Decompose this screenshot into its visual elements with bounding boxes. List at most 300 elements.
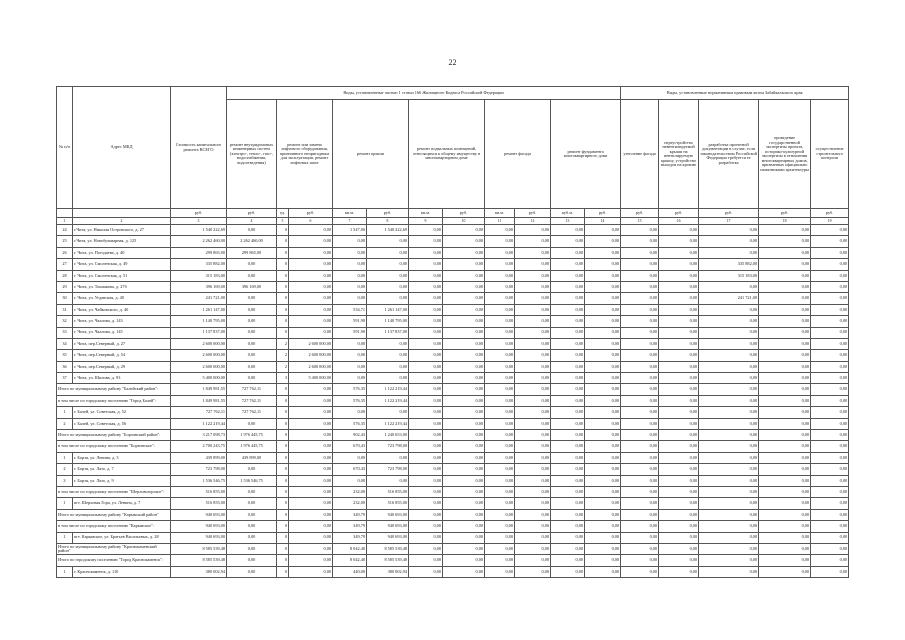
row-value: 0,00 bbox=[621, 521, 659, 532]
row-value: 0,00 bbox=[367, 259, 409, 270]
row-value: 439 899,00 bbox=[227, 452, 277, 463]
row-value: 0,00 bbox=[699, 384, 759, 395]
row-index: 32 bbox=[57, 316, 73, 327]
row-index: 37 bbox=[57, 373, 73, 384]
row-value: 3 bbox=[277, 373, 289, 384]
unit-cell: руб. bbox=[811, 209, 849, 218]
row-value: 727 762,11 bbox=[227, 395, 277, 406]
row-value: 0,00 bbox=[659, 316, 699, 327]
row-value: 0,00 bbox=[811, 316, 849, 327]
row-value: 380 002,94 bbox=[171, 566, 227, 577]
row-value: 1 849 981,55 bbox=[171, 384, 227, 395]
row-index: 25 bbox=[57, 236, 73, 247]
row-value: 0,00 bbox=[551, 247, 585, 258]
row-value: 0 bbox=[277, 281, 289, 292]
row-address: пгт. Шерловая Гора, ул. Ленина, д. 7 bbox=[73, 498, 171, 509]
row-value: 0,00 bbox=[515, 316, 551, 327]
row-value: 0,00 bbox=[289, 395, 333, 406]
row-value: 0,00 bbox=[811, 236, 849, 247]
row-value: 0,00 bbox=[227, 293, 277, 304]
row-value: 0,00 bbox=[551, 373, 585, 384]
row-index: 2 bbox=[57, 418, 73, 429]
row-value: 0,00 bbox=[811, 361, 849, 372]
row-value: 0,00 bbox=[551, 407, 585, 418]
row-value: 2 600 000,00 bbox=[171, 361, 227, 372]
row-value: 0,00 bbox=[515, 350, 551, 361]
row-value: 0,00 bbox=[485, 452, 515, 463]
col-number: 16 bbox=[659, 218, 699, 225]
row-index: 35 bbox=[57, 350, 73, 361]
row-address: г. Балей, ул. Советская, д. 52 bbox=[73, 407, 171, 418]
row-value: 2 262 460,00 bbox=[171, 236, 227, 247]
row-value: 0,00 bbox=[699, 327, 759, 338]
row-value: 2 bbox=[277, 350, 289, 361]
col-header-facade: ремонт фасада bbox=[485, 100, 551, 209]
row-value: 0,00 bbox=[621, 430, 659, 441]
row-value: 0,00 bbox=[585, 293, 621, 304]
row-value: 0,00 bbox=[659, 236, 699, 247]
row-address: г. Чита, ул. Токмакова, д. 27б bbox=[73, 281, 171, 292]
row-value: 0,00 bbox=[409, 543, 443, 554]
row-value: 5 400 000,00 bbox=[171, 373, 227, 384]
row-value: 0,00 bbox=[443, 384, 485, 395]
row-value: 0,00 bbox=[551, 430, 585, 441]
row-value: 723 798,00 bbox=[367, 464, 409, 475]
row-value: 0 bbox=[277, 521, 289, 532]
row-value: 0,00 bbox=[367, 361, 409, 372]
row-value: 0,00 bbox=[759, 281, 811, 292]
row-value: 0,00 bbox=[585, 543, 621, 554]
row-value: 0 bbox=[277, 236, 289, 247]
row-value: 0,00 bbox=[621, 270, 659, 281]
row-value: 0,00 bbox=[621, 225, 659, 236]
row-value: 0,00 bbox=[811, 475, 849, 486]
row-value: 232,00 bbox=[333, 498, 367, 509]
col-header-construction-control: осуществление строительного контроля bbox=[811, 100, 849, 209]
row-value: 8 585 539,48 bbox=[171, 555, 227, 566]
row-value: 0,00 bbox=[811, 395, 849, 406]
row-index: 29 bbox=[57, 281, 73, 292]
row-address: г. Чита, ул. Шилова, д. 93 bbox=[73, 373, 171, 384]
row-value: 0,00 bbox=[485, 441, 515, 452]
row-value: 0,00 bbox=[621, 350, 659, 361]
row-value: 0,00 bbox=[227, 304, 277, 315]
row-index: 2 bbox=[57, 464, 73, 475]
row-value: 0,00 bbox=[621, 316, 659, 327]
table-row bbox=[57, 281, 849, 292]
row-value: 241 721,00 bbox=[699, 293, 759, 304]
row-value: 0,00 bbox=[515, 281, 551, 292]
row-value: 0,00 bbox=[759, 270, 811, 281]
col-number: 9 bbox=[409, 218, 443, 225]
row-index: 26 bbox=[57, 247, 73, 258]
row-value: 0,00 bbox=[409, 247, 443, 258]
row-value: 0,00 bbox=[485, 384, 515, 395]
row-value: 0,00 bbox=[227, 543, 277, 554]
row-value: 0,00 bbox=[659, 464, 699, 475]
row-value: 516 855,00 bbox=[171, 498, 227, 509]
unit-cell: руб. bbox=[699, 209, 759, 218]
row-value: 0,00 bbox=[699, 373, 759, 384]
row-value: 396 169,00 bbox=[227, 281, 277, 292]
row-value: 576,35 bbox=[333, 384, 367, 395]
row-value: 0 bbox=[277, 464, 289, 475]
row-value: 0,00 bbox=[585, 350, 621, 361]
table-subtotal-row bbox=[57, 509, 849, 520]
row-value: 0,00 bbox=[811, 464, 849, 475]
row-value: 0,00 bbox=[659, 452, 699, 463]
row-value: 0,00 bbox=[699, 338, 759, 349]
row-value: 0,00 bbox=[621, 327, 659, 338]
row-value: 0,00 bbox=[585, 384, 621, 395]
row-value: 0,00 bbox=[227, 338, 277, 349]
row-value: 2 600 000,00 bbox=[289, 350, 333, 361]
row-value: 0,00 bbox=[811, 327, 849, 338]
row-value: 723 798,00 bbox=[171, 464, 227, 475]
row-value: 0,00 bbox=[585, 395, 621, 406]
row-value: 0,00 bbox=[289, 293, 333, 304]
row-value: 0,00 bbox=[443, 441, 485, 452]
row-value: 335 882,00 bbox=[171, 259, 227, 270]
row-value: 1 122 219,44 bbox=[367, 418, 409, 429]
row-value: 0,00 bbox=[759, 395, 811, 406]
row-value: 0,00 bbox=[485, 225, 515, 236]
row-value: 0,00 bbox=[551, 361, 585, 372]
row-value: 0,00 bbox=[811, 566, 849, 577]
row-value: 0,00 bbox=[621, 293, 659, 304]
row-value: 0,00 bbox=[551, 316, 585, 327]
row-value: 0,00 bbox=[699, 452, 759, 463]
row-value: 0,00 bbox=[551, 384, 585, 395]
row-value: 0,00 bbox=[227, 498, 277, 509]
row-value: 0,00 bbox=[585, 236, 621, 247]
row-value: 0,00 bbox=[443, 521, 485, 532]
row-value: 0,00 bbox=[759, 259, 811, 270]
row-value: 0,00 bbox=[699, 498, 759, 509]
row-value: 0,00 bbox=[585, 247, 621, 258]
row-value: 2 bbox=[277, 361, 289, 372]
row-value: 0,00 bbox=[621, 361, 659, 372]
row-value: 0,00 bbox=[227, 521, 277, 532]
row-value: 0,00 bbox=[409, 350, 443, 361]
row-value: 0 bbox=[277, 430, 289, 441]
row-value: 0,00 bbox=[515, 532, 551, 543]
row-value: 0,00 bbox=[227, 373, 277, 384]
row-value: 0,00 bbox=[551, 521, 585, 532]
row-value: 349,79 bbox=[333, 521, 367, 532]
row-value: 0,00 bbox=[227, 464, 277, 475]
row-value: 0,00 bbox=[443, 555, 485, 566]
row-value: 0 bbox=[277, 270, 289, 281]
row-value: 516 855,00 bbox=[367, 486, 409, 497]
row-value: 0,00 bbox=[409, 407, 443, 418]
row-value: 0,00 bbox=[621, 475, 659, 486]
row-value: 299 865,00 bbox=[227, 247, 277, 258]
row-value: 1 122 219,44 bbox=[367, 384, 409, 395]
row-value: 0,00 bbox=[585, 373, 621, 384]
table-row bbox=[57, 316, 849, 327]
row-value: 0,00 bbox=[289, 486, 333, 497]
col-number: 15 bbox=[621, 218, 659, 225]
row-value: 0,00 bbox=[585, 281, 621, 292]
row-value: 0,00 bbox=[367, 452, 409, 463]
row-value: 0,00 bbox=[811, 407, 849, 418]
row-value: 349,79 bbox=[333, 532, 367, 543]
row-value: 2 262 460,00 bbox=[227, 236, 277, 247]
row-value: 0,00 bbox=[621, 498, 659, 509]
row-value: 0,00 bbox=[659, 281, 699, 292]
row-value: 0,00 bbox=[621, 555, 659, 566]
row-value: 0,00 bbox=[551, 441, 585, 452]
row-value: 0,00 bbox=[621, 509, 659, 520]
row-value: 0,00 bbox=[333, 350, 367, 361]
row-value: 0,00 bbox=[485, 373, 515, 384]
row-value: 0,00 bbox=[409, 327, 443, 338]
row-value: 0,00 bbox=[759, 327, 811, 338]
row-value: 0,00 bbox=[551, 475, 585, 486]
group-header-regional: Виды, установленные нормативным правовым актом Забайкальского края bbox=[621, 87, 849, 100]
row-value: 0,00 bbox=[333, 281, 367, 292]
row-value: 0,00 bbox=[811, 430, 849, 441]
row-value: 0,00 bbox=[585, 475, 621, 486]
row-value: 0,00 bbox=[585, 304, 621, 315]
row-value: 0,00 bbox=[485, 543, 515, 554]
row-value: 0,00 bbox=[811, 225, 849, 236]
row-value: 0,00 bbox=[409, 304, 443, 315]
row-value: 0,00 bbox=[699, 441, 759, 452]
row-value: 0 bbox=[277, 247, 289, 258]
row-value: 0,00 bbox=[409, 236, 443, 247]
row-value: 0,00 bbox=[621, 384, 659, 395]
row-address: г. Чита, пер.Северный, д. 29 bbox=[73, 361, 171, 372]
row-value: 0,00 bbox=[443, 430, 485, 441]
row-address: г. Чита, ул. Чкалова, д. 145 bbox=[73, 327, 171, 338]
row-value: 0,00 bbox=[551, 350, 585, 361]
subtotal-label: в том числе по городскому поселению "Шерловогорское": bbox=[57, 486, 171, 497]
row-value: 727 762,11 bbox=[171, 407, 227, 418]
row-value: 0,00 bbox=[409, 452, 443, 463]
row-value: 0,00 bbox=[699, 566, 759, 577]
row-value: 0,00 bbox=[759, 543, 811, 554]
row-value: 1 849 981,55 bbox=[171, 395, 227, 406]
row-value: 0 bbox=[277, 543, 289, 554]
unit-cell: кв.м. bbox=[409, 209, 443, 218]
row-value: 0,00 bbox=[759, 293, 811, 304]
row-value: 0,00 bbox=[443, 327, 485, 338]
row-value: 0,00 bbox=[289, 532, 333, 543]
row-value: 0,00 bbox=[699, 555, 759, 566]
row-value: 0,00 bbox=[699, 361, 759, 372]
row-value: 940 693,00 bbox=[367, 532, 409, 543]
col-number: 2 bbox=[73, 218, 171, 225]
col-number: 19 bbox=[811, 218, 849, 225]
row-address: г. Балей, ул. Советская, д. 56 bbox=[73, 418, 171, 429]
row-value: 0,00 bbox=[759, 498, 811, 509]
subtotal-label: в том числе по городскому поселению "Борзинское": bbox=[57, 441, 171, 452]
table-row bbox=[57, 361, 849, 372]
table-subtotal-row bbox=[57, 384, 849, 395]
row-value: 0,00 bbox=[485, 486, 515, 497]
table-row bbox=[57, 270, 849, 281]
row-value: 0,00 bbox=[585, 509, 621, 520]
row-index: 33 bbox=[57, 327, 73, 338]
row-value: 1 140 795,00 bbox=[171, 316, 227, 327]
row-value: 0,00 bbox=[699, 395, 759, 406]
row-value: 0,00 bbox=[811, 373, 849, 384]
row-value: 1 137 837,00 bbox=[367, 327, 409, 338]
row-value: 0,00 bbox=[811, 281, 849, 292]
row-value: 0,00 bbox=[811, 452, 849, 463]
row-value: 0,00 bbox=[443, 498, 485, 509]
table-body bbox=[57, 225, 849, 578]
row-value: 0,00 bbox=[515, 236, 551, 247]
row-value: 0,00 bbox=[551, 555, 585, 566]
unit-cell: руб. bbox=[367, 209, 409, 218]
row-value: 0,00 bbox=[759, 373, 811, 384]
row-value: 0,00 bbox=[585, 498, 621, 509]
row-value: 0,00 bbox=[515, 395, 551, 406]
row-value: 0,00 bbox=[551, 338, 585, 349]
row-value: 0,00 bbox=[485, 566, 515, 577]
row-value: 8 042,40 bbox=[333, 543, 367, 554]
row-value: 0,00 bbox=[409, 509, 443, 520]
row-address: г. Чита, ул. Угданская, д. 40 bbox=[73, 293, 171, 304]
row-value: 0,00 bbox=[811, 293, 849, 304]
group-header-federal: Виды, установленные частью 1 статьи 166 Жилищного Кодекса Российской Федерации bbox=[227, 87, 621, 100]
row-value: 0 bbox=[277, 259, 289, 270]
row-value: 0,00 bbox=[659, 543, 699, 554]
row-value: 0,00 bbox=[227, 486, 277, 497]
row-value: 0,00 bbox=[699, 521, 759, 532]
row-value: 0,00 bbox=[515, 543, 551, 554]
table-row bbox=[57, 475, 849, 486]
unit-cell: руб. bbox=[443, 209, 485, 218]
row-index: 1 bbox=[57, 566, 73, 577]
col-header-address: Адрес МКД bbox=[73, 87, 171, 209]
row-value: 0,00 bbox=[485, 259, 515, 270]
row-value: 0,00 bbox=[515, 338, 551, 349]
row-index: 1 bbox=[57, 498, 73, 509]
row-value: 0,00 bbox=[409, 486, 443, 497]
row-value: 0,00 bbox=[485, 304, 515, 315]
row-value: 0,00 bbox=[409, 384, 443, 395]
row-value: 0,00 bbox=[367, 373, 409, 384]
row-value: 0,00 bbox=[485, 236, 515, 247]
row-index: 3 bbox=[57, 475, 73, 486]
row-address: г.Чита, ул. Николая Островского, д. 27 bbox=[73, 225, 171, 236]
row-value: 0,00 bbox=[699, 532, 759, 543]
row-value: 0,00 bbox=[409, 566, 443, 577]
row-value: 2 700 243,75 bbox=[171, 441, 227, 452]
row-value: 0,00 bbox=[585, 464, 621, 475]
row-value: 0,00 bbox=[443, 452, 485, 463]
row-value: 1 547,00 bbox=[333, 225, 367, 236]
row-value: 0,00 bbox=[227, 350, 277, 361]
row-value: 1 540 222,69 bbox=[171, 225, 227, 236]
row-value: 0,00 bbox=[659, 532, 699, 543]
row-value: 1 976 445,75 bbox=[227, 430, 277, 441]
row-value: 0 bbox=[277, 566, 289, 577]
row-value: 576,35 bbox=[333, 418, 367, 429]
row-value: 0,00 bbox=[659, 486, 699, 497]
row-value: 0,00 bbox=[811, 418, 849, 429]
row-value: 0 bbox=[277, 225, 289, 236]
row-value: 0,00 bbox=[551, 259, 585, 270]
col-header-engineering: ремонт внутридомовых инженерных систем (электро-, тепло-, газо-, водоснабжения, водоотведения) bbox=[227, 100, 277, 209]
row-value: 0,00 bbox=[551, 281, 585, 292]
row-value: 0,00 bbox=[515, 555, 551, 566]
row-value: 0,00 bbox=[333, 236, 367, 247]
table-row bbox=[57, 293, 849, 304]
col-number: 12 bbox=[515, 218, 551, 225]
row-value: 2 600 000,00 bbox=[171, 338, 227, 349]
row-value: 0,00 bbox=[485, 270, 515, 281]
row-index: 27 bbox=[57, 259, 73, 270]
table-subtotal-row bbox=[57, 521, 849, 532]
row-value: 0 bbox=[277, 532, 289, 543]
row-value: 1 140 795,00 bbox=[367, 316, 409, 327]
row-value: 591,90 bbox=[333, 316, 367, 327]
row-value: 516 855,00 bbox=[367, 498, 409, 509]
subtotal-label: Итого по муниципальному району "Краснокаменский район" bbox=[57, 543, 171, 554]
row-value: 0,00 bbox=[621, 532, 659, 543]
row-value: 0,00 bbox=[759, 532, 811, 543]
row-value: 0,00 bbox=[585, 555, 621, 566]
row-value: 0,00 bbox=[443, 486, 485, 497]
row-value: 0,00 bbox=[551, 418, 585, 429]
row-value: 0,00 bbox=[699, 543, 759, 554]
table-row bbox=[57, 350, 849, 361]
row-value: 335 882,00 bbox=[699, 259, 759, 270]
row-value: 723 798,00 bbox=[367, 441, 409, 452]
row-value: 0,00 bbox=[289, 452, 333, 463]
row-value: 0 bbox=[277, 475, 289, 486]
units-row bbox=[57, 209, 849, 218]
row-value: 0 bbox=[277, 486, 289, 497]
row-value: 0,00 bbox=[699, 247, 759, 258]
row-value: 0,00 bbox=[699, 304, 759, 315]
row-value: 0,00 bbox=[621, 543, 659, 554]
row-value: 1 536 546,75 bbox=[227, 475, 277, 486]
row-address: г. Чита, ул. Смоленская, д. 49 bbox=[73, 259, 171, 270]
row-value: 0,00 bbox=[811, 486, 849, 497]
col-number: 3 bbox=[171, 218, 227, 225]
subtotal-label: Итого по муниципальному району "Карымский район" bbox=[57, 509, 171, 520]
row-value: 0,00 bbox=[443, 350, 485, 361]
row-value: 0,00 bbox=[485, 327, 515, 338]
row-value: 0,00 bbox=[409, 316, 443, 327]
col-header-basement: ремонт подвальных помещений, относящихся к общему имуществу в многоквартирном доме bbox=[409, 100, 485, 209]
table-row bbox=[57, 532, 849, 543]
row-value: 0,00 bbox=[367, 293, 409, 304]
row-address: г. Борзя, ул. Ленина, д. 3 bbox=[73, 452, 171, 463]
row-value: 0,00 bbox=[659, 350, 699, 361]
row-value: 0,00 bbox=[289, 259, 333, 270]
row-value: 0,00 bbox=[759, 316, 811, 327]
row-value: 0,00 bbox=[759, 338, 811, 349]
table-subtotal-row bbox=[57, 395, 849, 406]
row-value: 0,00 bbox=[811, 270, 849, 281]
table-row bbox=[57, 225, 849, 236]
row-value: 0,00 bbox=[699, 475, 759, 486]
row-value: 0,00 bbox=[289, 236, 333, 247]
row-value: 0,00 bbox=[485, 509, 515, 520]
row-value: 232,00 bbox=[333, 486, 367, 497]
row-value: 0,00 bbox=[227, 555, 277, 566]
row-address: г. Борзя, ул. Лазо, д. 9 bbox=[73, 475, 171, 486]
row-value: 299 865,00 bbox=[171, 247, 227, 258]
row-value: 0,00 bbox=[621, 566, 659, 577]
